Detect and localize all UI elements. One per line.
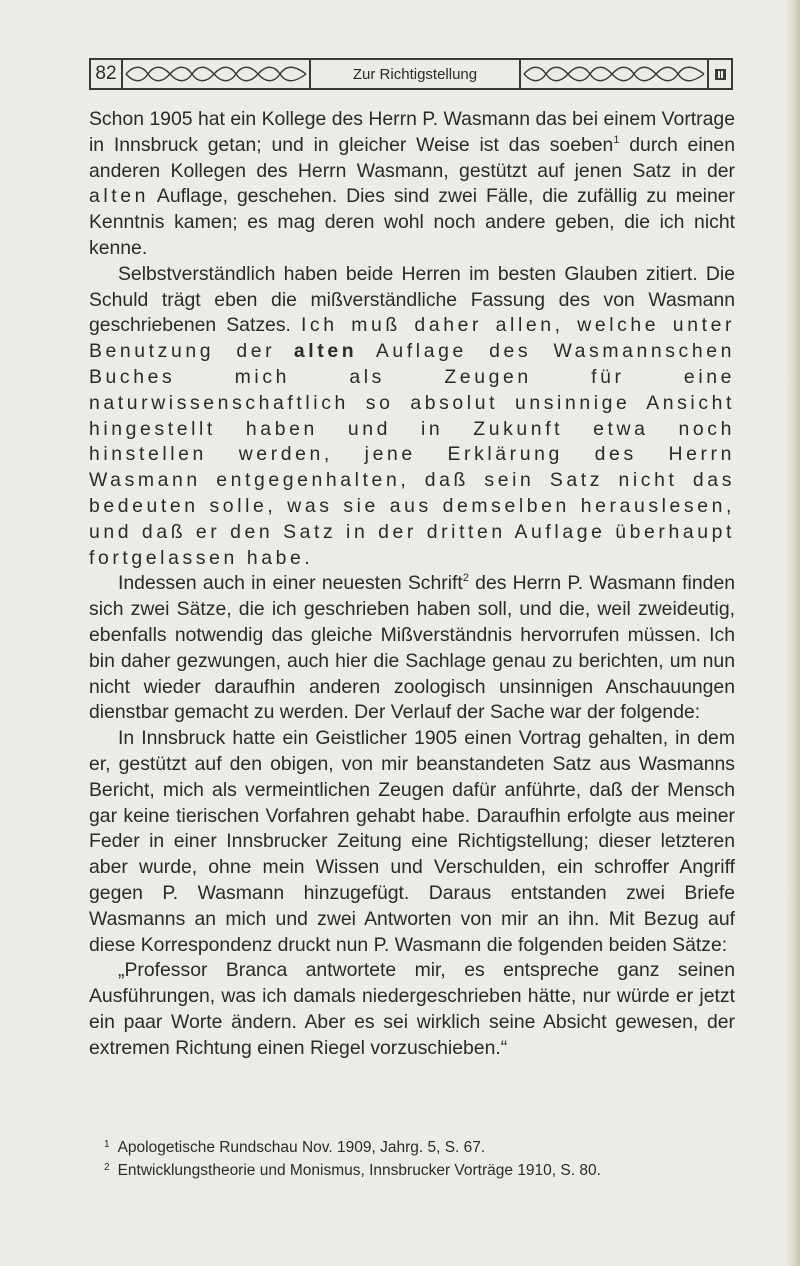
ornament-right-graphic xyxy=(522,62,706,86)
p2-spaced-2: Auflage des Wasmannschen Buches mich als Zeugen für eine naturwissenschaftlich so absolut unsinnige Ansicht hingestellt haben und in Zukunft etwa noch hinstellen werden, jene Erklärung des Herrn Wasmann entgegenhalten, daß sein Satz nicht das bedeuten solle, was sie aus demselben herauslesen, und daß er den Satz in der dritten Auflage überhaupt fortgelassen habe. xyxy=(89,340,735,569)
page-number: 82 xyxy=(95,63,117,84)
footnote-mark: 1 xyxy=(104,1139,110,1150)
header-end-box xyxy=(707,60,731,88)
paragraph-5-quote: „Professor Branca antwortete mir, es entspreche ganz seinen Ausführungen, was ich damals niedergeschrieben hätte, nur würde er jetzt ein paar Worte ändern. Aber es sei wirklich seine Absicht gewesen, der extremen Richtung einen Riegel vorzuschieben.“ xyxy=(89,959,735,1059)
p2-bold-word: alten xyxy=(293,340,358,363)
paragraph-2 xyxy=(89,262,735,572)
body-text xyxy=(89,107,735,1061)
p3-text: Indessen auch in einer neuesten Schrift xyxy=(118,572,463,595)
p2-text: Selbstverständlich haben beide Herren im besten Glauben zitiert. Die Schuld trägt eben die mißverständliche Fassung des von Wasmann geschriebenen Satzes. xyxy=(89,262,735,337)
footnote-text: Entwicklungstheorie und Monismus, Innsbrucker Vorträge 1910, S. 80. xyxy=(117,1162,601,1179)
p1-spaced-word: alten xyxy=(89,185,150,208)
footnote-ref-2: 2 xyxy=(462,572,469,585)
running-title: Zur Richtigstellung xyxy=(309,60,519,88)
page-edge xyxy=(786,0,800,1266)
paragraph-4: In Innsbruck hatte ein Geistlicher 1905 einen Vortrag gehalten, in dem er, gestützt auf den obigen, von mir beanstandeten Satz aus Wasmanns Bericht, mich als vermeintlichen Zeugen dafür anführte, daß der Mensch gar keine tierischen Vorfahren gehabt habe. Daraufhin erfolgte aus meiner Feder in einer Innsbrucker Zeitung eine Richtigstellung; dieser letzteren aber wurde, ohne mein Wissen und Verschulden, ein schroffer Angriff gegen P. Wasmann hinzugefügt. Daraus entstanden zwei Briefe Wasmanns an mich und zwei Antworten von mir an ihn. Mit Bezug auf diese Korrespondenz druckt nun P. Wasmann die folgenden beiden Sätze: xyxy=(89,727,735,956)
p1-text: Schon 1905 hat ein Kollege des Herrn P. Wasmann das bei einem Vortrage in Innsbruck getan; und in gleicher Weise ist das soeben xyxy=(89,108,735,156)
footnotes xyxy=(104,1135,734,1181)
footnote-text: Apologetische Rundschau Nov. 1909, Jahrg. 5, S. 67. xyxy=(117,1139,486,1156)
running-header xyxy=(89,58,733,90)
paragraph-1 xyxy=(89,107,735,262)
p3-text-b: des Herrn P. Wasmann finden sich zwei Sätze, die ich geschrieben haben soll, und die, weil zweideutig, ebenfalls notwendig das gleiche Mißverständnis hervorrufen müssen. Ich bin daher gezwungen, auch hier die Sachlage genau zu berichten, um nun nicht wieder daraufhin anderen zoologisch unsinnigen Anschauungen dienstbar gemacht zu werden. Der Verlauf der Sache war der folgende: xyxy=(89,572,736,724)
p2-spaced-1: Ich muß daher allen, welche unter Benutzung der xyxy=(89,314,736,363)
ornament-square-icon xyxy=(715,69,726,80)
footnote-ref-1: 1 xyxy=(613,133,620,146)
footnote-mark: 2 xyxy=(104,1162,110,1173)
footnote-2 xyxy=(104,1158,734,1181)
paragraph-3 xyxy=(89,571,735,726)
ornament-left-graphic xyxy=(124,62,308,86)
ornament-band-right xyxy=(519,60,707,88)
p1-text-c: Auflage, geschehen. Dies sind zwei Fälle, die zufällig zu meiner Kenntnis kamen; es mag deren wohl noch andere geben, die ich nicht kenne. xyxy=(89,185,735,259)
ornament-band-left xyxy=(121,60,309,88)
p1-text-b: durch einen anderen Kollegen des Herrn Wasmann, gestützt auf jenen Satz in der xyxy=(89,133,735,182)
footnote-1 xyxy=(104,1135,734,1158)
